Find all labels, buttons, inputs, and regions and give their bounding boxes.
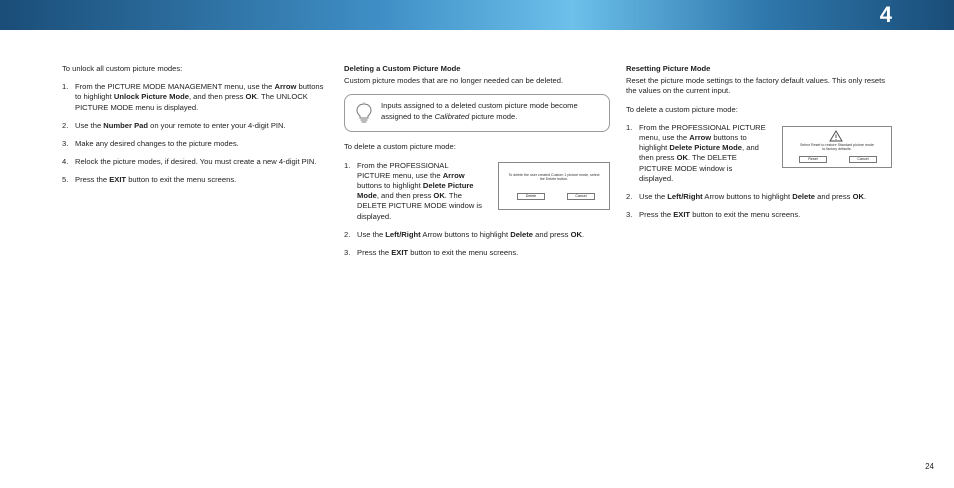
cancel-button: Cancel <box>849 156 877 163</box>
list-item: 3. Make any desired changes to the picture modes. <box>62 139 239 149</box>
section-heading: Deleting a Custom Picture Mode <box>344 64 461 73</box>
list-item: 3. Press the EXIT button to exit the menu screens. <box>344 248 519 258</box>
list-item: 2. Use the Left/Right Arrow buttons to highlight Delete and press OK. <box>344 229 585 239</box>
reset-dialog-screenshot: Select Reset to restore Standard picture mode to factory defaults. Reset Cancel <box>782 126 892 168</box>
unlock-steps <box>62 82 330 185</box>
chapter-number: 4 <box>879 2 892 27</box>
list-item: 3. Press the EXIT button to exit the menu screens. <box>626 210 801 220</box>
reset-lead: To delete a custom picture mode: <box>626 104 738 114</box>
column-unlock <box>62 64 330 194</box>
list-item: 1. From the PROFESSIONAL PICTURE menu, use the Arrow buttons to highlight Delete Picture Mode, and then press OK. The DELETE PICTURE MODE window is displayed. <box>626 122 766 183</box>
list-item: 4. Relock the picture modes, if desired. You must create a new 4-digit PIN. <box>62 157 317 167</box>
cancel-button: Cancel <box>567 193 595 200</box>
section-body: Reset the picture mode settings to the factory default values. This only resets the values on the current input. <box>626 76 886 96</box>
note-box: Inputs assigned to a deleted custom picture mode become assigned to the Calibrated picture mode. <box>344 94 610 132</box>
lightbulb-icon <box>355 102 373 124</box>
delete-button: Delete <box>517 193 545 200</box>
list-item: 5. Press the EXIT button to exit the menu screens. <box>62 175 237 185</box>
header-banner <box>0 0 954 30</box>
list-item: 2. Use the Left/Right Arrow buttons to highlight Delete and press OK. <box>626 192 867 202</box>
list-item: 2. Use the Number Pad on your remote to enter your 4-digit PIN. <box>62 120 286 130</box>
section-heading: Resetting Picture Mode <box>626 64 711 73</box>
delete-dialog-screenshot: To delete the user created Custom 1 picture mode, select the Delete button. Delete Cancel <box>498 162 610 210</box>
page-number: 24 <box>925 462 934 471</box>
unlock-intro: To unlock all custom picture modes: <box>62 64 183 73</box>
reset-button: Reset <box>799 156 827 163</box>
section-body: Custom picture modes that are no longer needed can be deleted. <box>344 76 564 86</box>
list-item: 1. From the PROFESSIONAL PICTURE menu, use the Arrow buttons to highlight Delete Picture Mode, and then press OK. The DELETE PICTURE MODE window is displayed. <box>344 160 482 221</box>
delete-lead: To delete a custom picture mode: <box>344 142 456 152</box>
list-item: 1. From the PICTURE MODE MANAGEMENT menu, use the Arrow buttons to highlight Unlock Picture Mode, and then press OK. The UNLOCK PICTURE MODE menu is displayed. <box>62 82 324 112</box>
warning-icon <box>829 130 843 142</box>
